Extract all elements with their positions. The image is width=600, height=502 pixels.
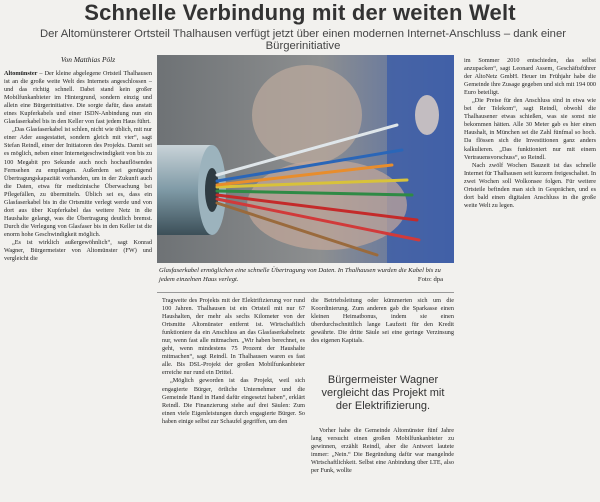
body-paragraph: Nach zwölf Wochen Bauzeit ist das schnelle Internet für Thalhausen seit kurzem freigeschaltet. In zwei Wochen soll Wolkonsee folgen. Für weitere Ortsteile befinden man sich in Gesprächen, und es dort bald einen digitalen Anschluss in die große weite Welt zu legen. [464,161,596,209]
column-right [464,57,596,282]
body-paragraph: Vorher habe die Gemeinde Altomünster fünf Jahre lang versucht einen großen Mobilfunkanbieter zu gewinnen, erzählt Reindl, aber die Antwort lautete immer: „Nein.“ Die Begründung dafür war mangelnde Wirtschaftlichkeit. Selbst eine Anbindung über LTE, also per Funk, wollte [311,427,454,475]
column-middle-left [162,297,305,500]
column-middle-right-top [311,297,454,357]
body-paragraph: „Es ist wirklich außergewöhnlich“, sagt Konrad Wagner, Bürgermeister von Altomünster (FW) und vergleicht die [4,238,152,263]
column-middle-right-bottom [311,427,454,500]
headline: Schnelle Verbindung mit der weiten Welt [84,0,516,25]
column-left [4,70,152,500]
byline: Von Matthias Pölz [60,55,116,64]
body-paragraph: „Das Glasfaserkabel ist schlen, nicht wie üblich, mit nur einer Ader ausgestattet, sondern gleich mit vier“, sagt Stefan Reindl, einer der Initiatoren des Projekts. Damit sei es möglich, neben einer Internetgeschwindigkeit von bis zu 100 Megabit pro Sekunde auch noch hochauflösendes Fernsehen zu empfangen. Außerdem sei genügend Übertragungskapazität vorhanden, um in der Zukunft auch die Daten, etwa für medizinische Überwachung bei Pflegefällen, zu übermitteln. Üblich sei es, dass ein Glasfaserkabel bis in die Ortsmitte verlegt werde und von dort aus über Kupferkabel das weitere Netz in die Haushalte gelangt, was die Übertragung deutlich bremst. Durch die Verlegung von Glasfaser bis in den Keller ist die enorm hohe Geschwindigkeit möglich. [4,126,152,238]
lead-paragraph [4,70,152,126]
body-paragraph: Tragweite des Projekts mit der Elektrifizierung vor rund 100 Jahren. Thalhausen ist ein Ortsteil mit nur 67 Haushalten, der mehr als sechs Kilometer von der Ortsmitte Altomünster entfernt ist. Wirtschaftlich funktioniere da ein Anschluss an das Glasfaserkabelnetz nur, wenn fast alle mitmachen. „Wir haben berechnet, es geht, wenn mindestens 75 Prozent der Haushalte mitmachen“, sagt Reindl. In Thalhausen waren es fast alle. Bis DSL-Projekt der großen Mobilfunkanbieter erreiche nur rund ein Drittel. [162,297,305,377]
photo-caption [159,266,449,284]
body-paragraph: im Sommer 2010 entschieden, das selbst anzupacken“, sagt Leonard Assem, Geschäftsführer der AltoNetz GmbH. Heuer im Frühjahr habe die Gemeinde ihre Zusage gegeben und sich mit 194 000 Euro beteiligt. [464,57,596,97]
body-paragraph: die Betriebsleitung oder kümmerten sich um die Koordinierung. Zum anderen gab die Sparkasse einen kleinen Heimatbonus, indem sie einen überdurchschnittlich lange Laufzeit für den Kredit gewährte. Die dritte Säule sei eine geringe Verzinsung des eigenen Kapitals. [311,297,454,345]
lead-text: – Der kleine abgelegene Ortsteil Thalhausen ist an die große weite Welt des Internets angeschlossen – und das richtig schnell. Dabei stand kein großer Mobilfunkanbieter im Hintergrund, sondern einzig und allein eine Bürgerinitiative. Die sorgte dafür, dass anstatt eines Kupferkabels und einer ISDN-Anbindung nun ein Glasfaserkabel bis in den Keller von fast jedem Haus führt. [4,70,152,126]
photo-illustration [157,55,454,263]
body-paragraph: „Die Preise für den Anschluss sind in etwa wie bei der Telekom“, sagt Reindl, obwohl die Thalhausener etwas schießen, was sie sonst nie bekommen hätten. Alle 30 Meter gab es hier einen Haushalt, in München sei die Zahl fünfmal so hoch. Da flössen sich die Investitionen ganz anders kalkulieren. „Das funktioniert nur mit einem Vertrauensvorschuss“, so Reindl. [464,97,596,161]
body-paragraph: „Möglich geworden ist das Projekt, weil sich engagierte Bürger, örtliche Unternehmer und die Gemeinde Hand in Hand dafür eingesetzt haben“, erklärt Reindl. Die Finanzierung stehe auf drei Säulen: Zum einen viele Eigenleistungen durch engagierte Bürger. So haben einige selbst zur Schaufel gegriffen, um den [162,377,305,425]
dateline: Altomünster [4,70,38,77]
subheadline: Der Altomünsterer Ortsteil Thalhausen verfügt jetzt über einen modernen Internet-Anschluss – dank einer Bürgerinitiative [39,28,566,52]
pull-quote: Bürgermeister Wagner vergleicht das Projekt mit der Elektrifizierung. [321,374,445,412]
fiber-optic-photo [157,55,454,263]
photo-credit: Foto: dpa [417,276,443,283]
caption-text: Glasfaserkabel ermöglichen eine schnelle Übertragung von Daten. In Thalhausen wurden die Kabel bis zu jedem einzelnen Haus verlegt. [159,267,441,283]
divider [157,292,454,293]
